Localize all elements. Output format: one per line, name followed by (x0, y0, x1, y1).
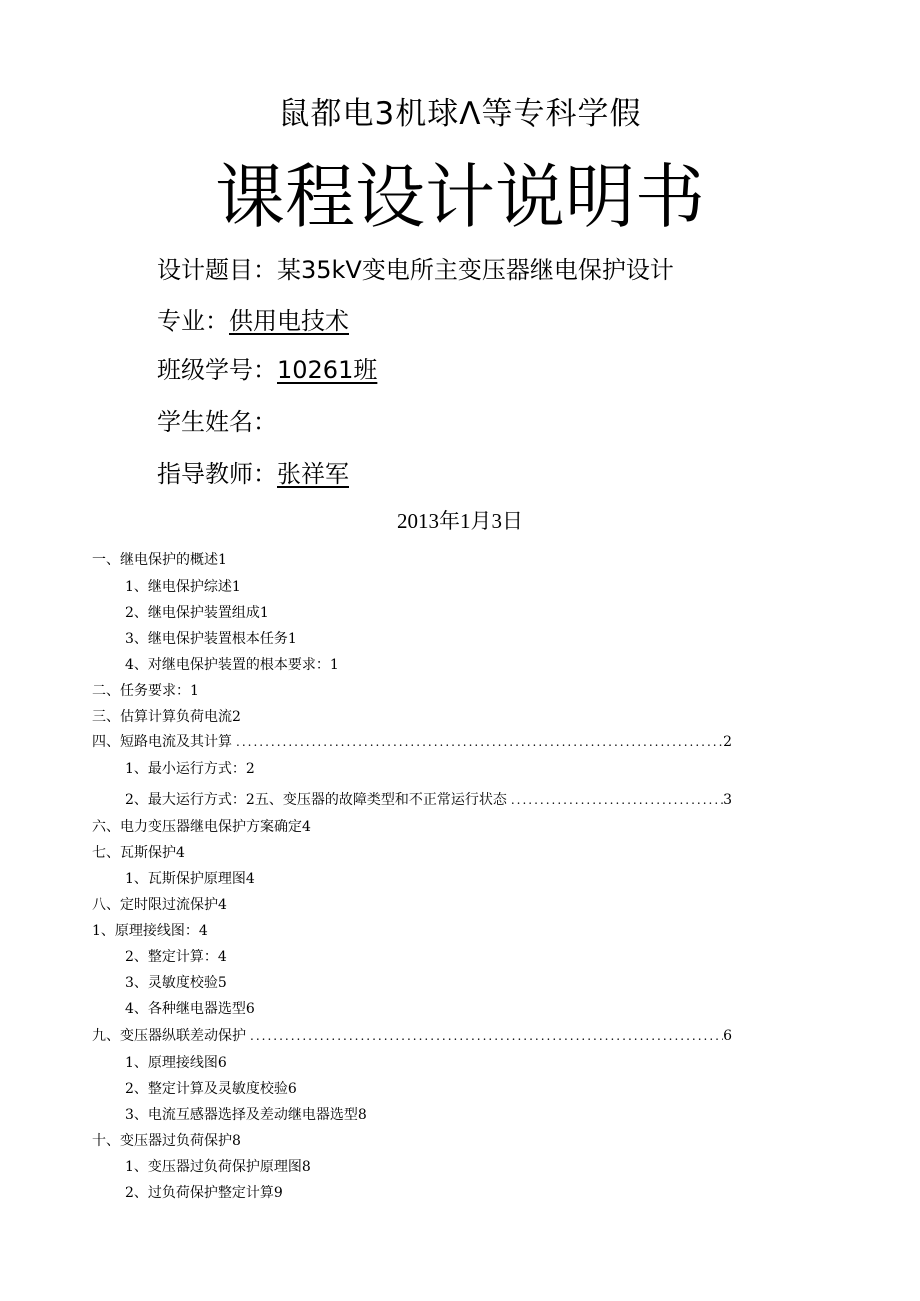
toc-entry-text: 八、定时限过流保护4 (92, 897, 227, 913)
toc-entry-page: 2 (723, 734, 732, 750)
toc-entry[interactable] (125, 577, 241, 597)
toc-entry[interactable] (125, 1079, 297, 1099)
toc-entry-text: 三、估算计算负荷电流2 (92, 709, 241, 725)
toc-entry-text: 2、最大运行方式：2五、变压器的故障类型和不正常运行状态 (125, 792, 507, 808)
toc-entry[interactable] (92, 1131, 241, 1151)
toc-entry[interactable] (125, 1053, 227, 1073)
toc-entry[interactable] (125, 999, 255, 1019)
toc-entry[interactable] (125, 759, 255, 779)
toc-entry[interactable] (125, 947, 227, 967)
student-line (157, 406, 277, 438)
toc-entry-text: 2、过负荷保护整定计算9 (125, 1185, 283, 1201)
toc-entry[interactable] (92, 707, 241, 727)
toc-entry[interactable] (92, 817, 311, 837)
toc-entry[interactable] (125, 655, 339, 675)
major-value: 供用电技术 (229, 307, 349, 335)
teacher-line (157, 458, 349, 490)
toc-entry[interactable] (125, 790, 732, 810)
toc-entry-text: 1、继电保护综述1 (125, 579, 241, 595)
toc-entry-text: 一、继电保护的概述1 (92, 552, 227, 568)
toc-entry[interactable] (125, 629, 297, 649)
topic-label: 设计题目： (157, 256, 277, 284)
student-label: 学生姓名： (157, 408, 277, 436)
topic-line (157, 254, 674, 286)
toc-leader-dots (246, 1026, 723, 1046)
toc-entry-text: 1、变压器过负荷保护原理图8 (125, 1159, 311, 1175)
toc-entry[interactable] (92, 681, 199, 701)
toc-entry[interactable] (125, 1183, 283, 1203)
toc-entry-text: 4、对继电保护装置的根本要求：1 (125, 657, 339, 673)
toc-entry-text: 3、继电保护装置根本任务1 (125, 631, 297, 647)
toc-entry[interactable] (92, 550, 227, 570)
toc-leader-dots (232, 732, 723, 752)
toc-entry-text: 六、电力变压器继电保护方案确定4 (92, 819, 311, 835)
toc-entry[interactable] (92, 732, 732, 752)
toc-entry[interactable] (125, 869, 255, 889)
toc-entry-text: 3、灵敏度校验5 (125, 975, 227, 991)
toc-entry[interactable] (125, 973, 227, 993)
class-value: 10261班 (277, 356, 378, 384)
toc-entry-text: 1、瓦斯保护原理图4 (125, 871, 255, 887)
class-line (157, 354, 377, 386)
teacher-value: 张祥军 (277, 460, 349, 488)
toc-entry-text: 2、整定计算：4 (125, 949, 227, 965)
toc-entry[interactable] (125, 1157, 311, 1177)
toc-entry-text: 2、继电保护装置组成1 (125, 605, 269, 621)
toc-entry-text: 十、变压器过负荷保护8 (92, 1133, 241, 1149)
toc-entry-page: 6 (723, 1028, 732, 1044)
school-name: 鼠都电3机球Λ等专科学假 (278, 96, 642, 132)
toc-entry[interactable] (125, 1105, 367, 1125)
toc-entry-text: 二、任务要求：1 (92, 683, 199, 699)
toc-entry[interactable] (92, 921, 208, 941)
toc-entry-text: 2、整定计算及灵敏度校验6 (125, 1081, 297, 1097)
toc-entry-text: 四、短路电流及其计算 (92, 734, 232, 750)
toc-leader-dots (507, 790, 723, 810)
document-date: 2013年1月3日 (397, 509, 523, 533)
toc-entry[interactable] (92, 843, 185, 863)
toc-entry-page: 3 (723, 792, 732, 808)
major-line (157, 305, 349, 337)
toc-entry-text: 1、原理接线图：4 (92, 923, 208, 939)
toc-entry-text: 九、变压器纵联差动保护 (92, 1028, 246, 1044)
teacher-label: 指导教师： (157, 460, 277, 488)
toc-entry-text: 3、电流互感器选择及差动继电器选型8 (125, 1107, 367, 1123)
major-label: 专业： (157, 307, 229, 335)
toc-entry[interactable] (92, 895, 227, 915)
toc-entry[interactable] (125, 603, 269, 623)
topic-value: 某35kV变电所主变压器继电保护设计 (277, 256, 674, 284)
toc-entry[interactable] (92, 1026, 732, 1046)
toc-entry-text: 4、各种继电器选型6 (125, 1001, 255, 1017)
toc-entry-text: 1、原理接线图6 (125, 1055, 227, 1071)
document-title: 课程设计说明书 (215, 156, 705, 238)
class-label: 班级学号： (157, 356, 277, 384)
toc-entry-text: 1、最小运行方式：2 (125, 761, 255, 777)
toc-entry-text: 七、瓦斯保护4 (92, 845, 185, 861)
